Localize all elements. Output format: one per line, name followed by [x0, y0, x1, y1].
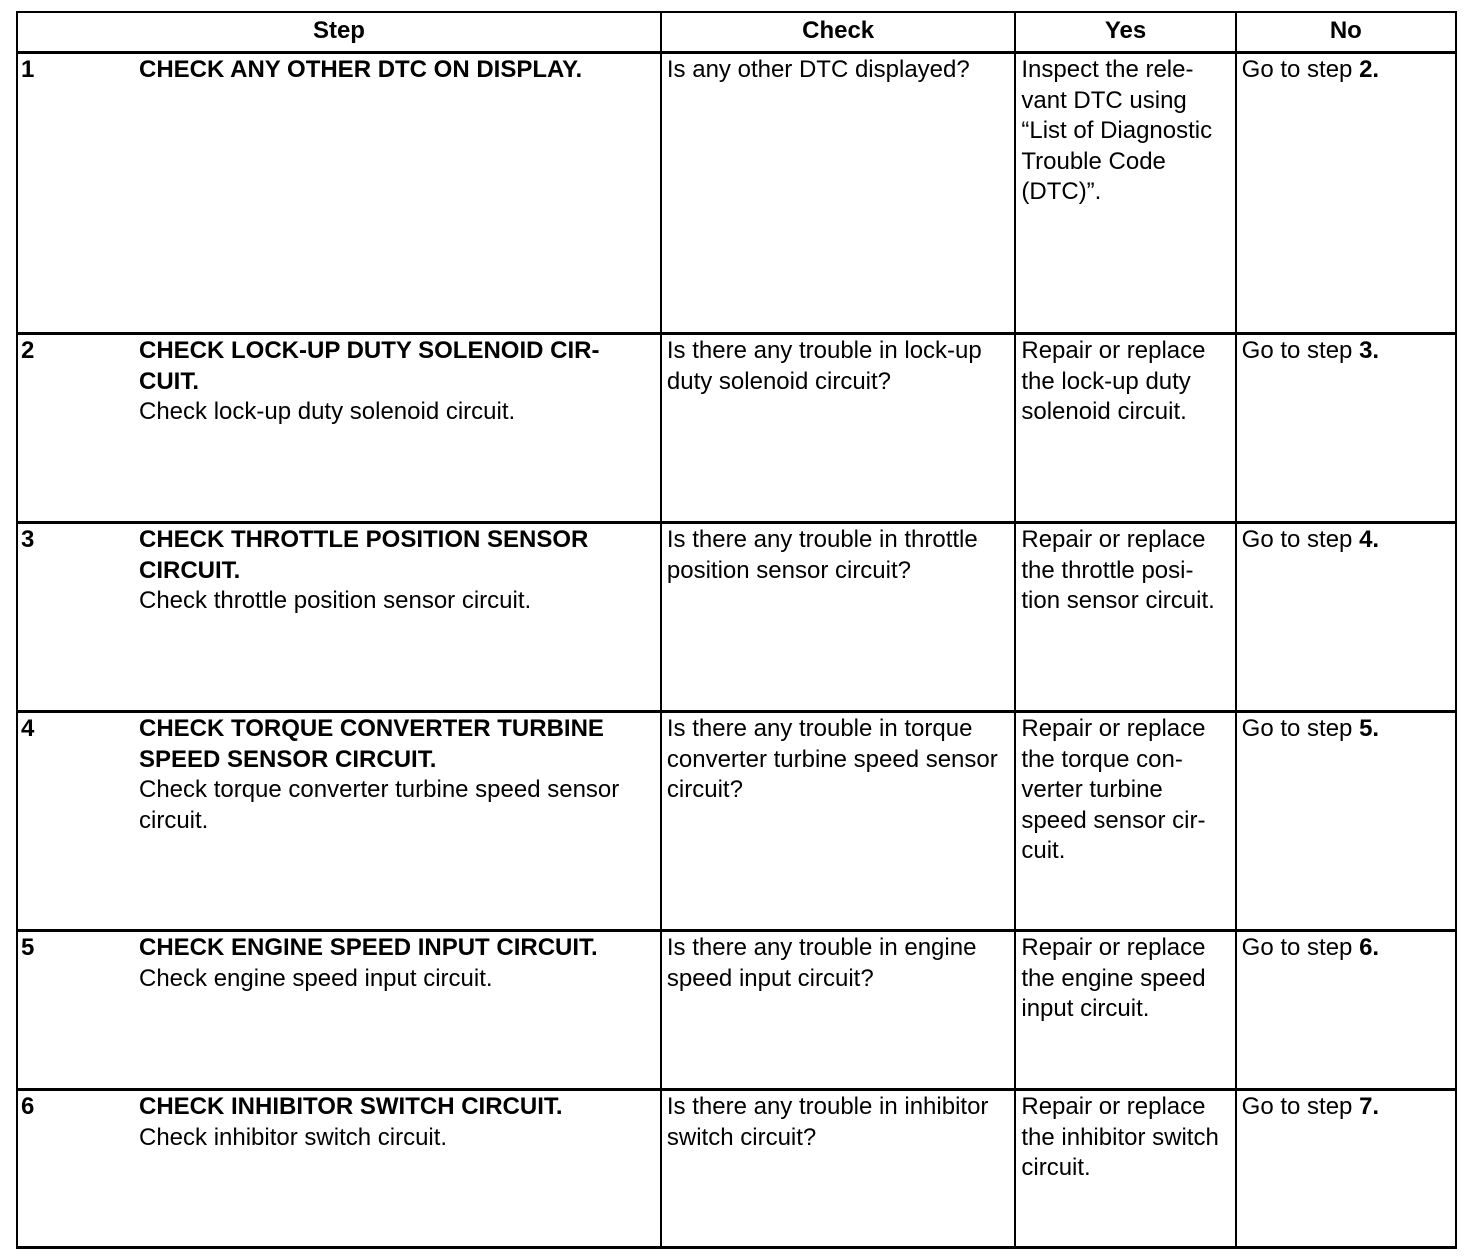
no-action [1237, 932, 1455, 964]
step-cell [17, 1090, 661, 1248]
step-description: Check inhibitor switch circuit. [139, 1123, 448, 1151]
yes-action: Repair or replace the inhibitor switch circuit. [1021, 1093, 1219, 1181]
step-number: 2 [21, 337, 35, 364]
step-cell [17, 334, 661, 523]
table-row [17, 712, 1456, 931]
step-title: CHECK ENGINE SPEED INPUT CIRCUIT. [139, 934, 598, 961]
table-row [17, 334, 1456, 523]
header-step: Step [17, 12, 661, 53]
no-action-target: 4. [1359, 526, 1380, 553]
check-cell [661, 53, 1015, 334]
no-action [1237, 54, 1455, 86]
step-number: 1 [21, 56, 35, 83]
table-row [17, 931, 1456, 1090]
no-action-prefix: Go to step [1241, 337, 1360, 364]
yes-action: Inspect the rele- vant DTC using “List of Diagnostic Trouble Code (DTC)”. [1021, 56, 1213, 205]
check-question: Is there any trouble in lock-up duty solenoid circuit? [666, 337, 982, 395]
no-action-prefix: Go to step [1241, 715, 1360, 742]
no-action [1237, 524, 1455, 556]
check-cell [661, 712, 1015, 931]
diagnostic-table [16, 11, 1457, 1249]
check-cell [661, 523, 1015, 712]
step-title: CHECK LOCK-UP DUTY SOLENOID CIR- CUIT. [139, 337, 600, 395]
header-check: Check [661, 12, 1015, 53]
no-cell [1236, 712, 1456, 931]
step-number: 6 [21, 1093, 35, 1120]
no-action-prefix: Go to step [1241, 1093, 1360, 1120]
step-number: 3 [21, 526, 35, 553]
no-cell [1236, 53, 1456, 334]
no-cell [1236, 523, 1456, 712]
check-cell [661, 931, 1015, 1090]
yes-cell [1015, 334, 1235, 523]
no-cell [1236, 334, 1456, 523]
no-action-prefix: Go to step [1241, 934, 1360, 961]
check-question: Is any other DTC displayed? [666, 56, 970, 83]
yes-action: Repair or replace the lock-up duty solenoid circuit. [1021, 337, 1206, 425]
step-description: Check throttle position sensor circuit. [139, 587, 532, 614]
no-action-target: 7. [1359, 1093, 1380, 1120]
no-cell [1236, 1090, 1456, 1248]
no-action-target: 2. [1359, 56, 1380, 83]
step-description: Check lock-up duty solenoid circuit. [139, 398, 516, 425]
step-cell [17, 53, 661, 334]
header-row [17, 12, 1456, 53]
no-action [1237, 713, 1455, 745]
yes-cell [1015, 1090, 1235, 1248]
step-description: Check engine speed input circuit. [139, 964, 493, 992]
step-title: CHECK TORQUE CONVERTER TURBINE SPEED SENSOR CIRCUIT. [139, 715, 604, 773]
table-row [17, 53, 1456, 334]
no-action [1237, 335, 1455, 367]
yes-cell [1015, 712, 1235, 931]
step-cell [17, 931, 661, 1090]
step-title: CHECK THROTTLE POSITION SENSOR CIRCUIT. [139, 526, 589, 584]
check-question: Is there any trouble in inhibitor switch circuit? [666, 1093, 989, 1151]
check-question: Is there any trouble in torque converter turbine speed sensor circuit? [666, 715, 998, 803]
no-action [1237, 1091, 1455, 1123]
yes-action: Repair or replace the torque con- verter turbine speed sensor cir- cuit. [1021, 715, 1206, 864]
step-cell [17, 523, 661, 712]
check-question: Is there any trouble in engine speed input circuit? [666, 934, 977, 992]
check-cell [661, 334, 1015, 523]
step-cell [17, 712, 661, 931]
table-header [17, 12, 1456, 53]
step-title: CHECK INHIBITOR SWITCH CIRCUIT. [139, 1093, 563, 1120]
no-action-target: 3. [1359, 337, 1380, 364]
no-cell [1236, 931, 1456, 1090]
yes-cell [1015, 523, 1235, 712]
no-action-target: 6. [1359, 934, 1380, 961]
check-question: Is there any trouble in throttle position sensor circuit? [666, 526, 978, 584]
table-row [17, 1090, 1456, 1248]
header-yes: Yes [1015, 12, 1235, 53]
check-cell [661, 1090, 1015, 1248]
step-description: Check torque converter turbine speed sensor circuit. [139, 776, 620, 834]
step-number: 5 [21, 934, 35, 961]
no-action-prefix: Go to step [1241, 56, 1360, 83]
yes-cell [1015, 931, 1235, 1090]
table-row [17, 523, 1456, 712]
no-action-target: 5. [1359, 715, 1380, 742]
yes-action: Repair or replace the throttle posi- tion sensor circuit. [1021, 526, 1215, 614]
step-title: CHECK ANY OTHER DTC ON DISPLAY. [139, 56, 583, 83]
yes-cell [1015, 53, 1235, 334]
no-action-prefix: Go to step [1241, 526, 1360, 553]
yes-action: Repair or replace the engine speed input circuit. [1021, 934, 1206, 1022]
header-no: No [1236, 12, 1456, 53]
table-body [17, 53, 1456, 1248]
step-number: 4 [21, 715, 35, 742]
